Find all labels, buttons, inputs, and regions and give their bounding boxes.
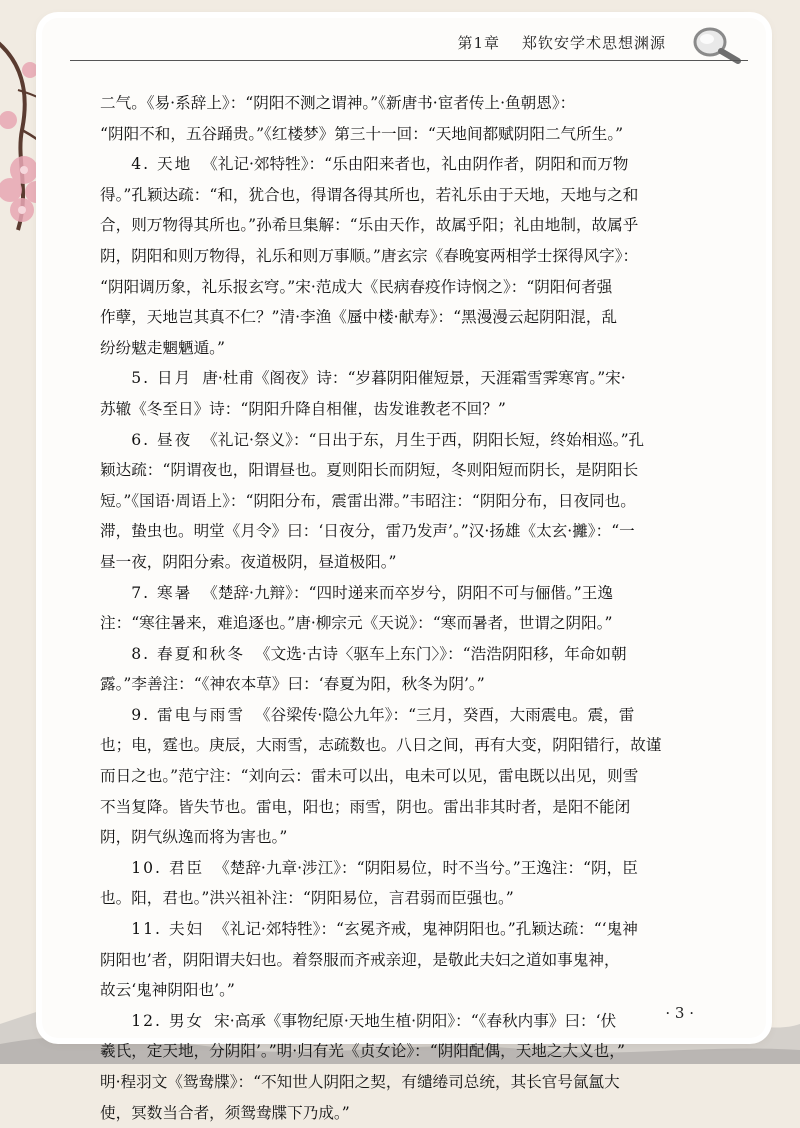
entry-text: 也。阳，君也。”洪兴祖补注：“阴阳易位，言君弱而臣强也。”	[100, 889, 514, 908]
entry-text: 使，冥数当合者，须鸳鸯牒下乃成。”	[100, 1103, 350, 1122]
body-text	[100, 88, 718, 1128]
entry-first-line	[100, 700, 718, 731]
entry-text: 阴，阴阳和则万物得，礼乐和则万事顺。”唐玄宗《春晚宴两相学士探得风字》：	[100, 246, 639, 265]
entry-text: 短。”《国语·周语上》：“阴阳分布，震雷出滞。”韦昭注：“阴阳分布，日夜同也。	[100, 491, 636, 510]
entry-term: 5. 日月	[131, 369, 193, 388]
entry-line	[100, 761, 718, 792]
entry-text: 《文选·古诗〈驱车上东门〉》：“浩浩阴阳移，年命如朝	[255, 644, 627, 663]
entry-term: 10. 君臣	[131, 858, 205, 877]
entry-line	[100, 394, 718, 425]
entry-text: 苏辙《冬至日》诗：“阴阳升降自相催，齿发谁教老不回？”	[100, 399, 506, 418]
entry-text: 得。”孔颖达疏：“和，犹合也，得谓各得其所也，若礼乐由于天地，天地与之和	[100, 185, 639, 204]
entry-line	[100, 883, 718, 914]
entry-first-line	[100, 914, 718, 945]
entry-text: 作孽，天地岂其真不仁？”清·李渔《蜃中楼·献寿》：“黑漫漫云起阴阳混，乱	[100, 308, 618, 327]
entry-term: 7. 寒暑	[131, 583, 193, 602]
entry-first-line	[100, 149, 718, 180]
entry-line	[100, 1067, 718, 1098]
entry-first-line	[100, 1006, 718, 1037]
entry-first-line	[100, 853, 718, 884]
entry-text: 《礼记·郊特牲》：“乐由阳来者也，礼由阴作者，阴阳和而万物	[202, 155, 629, 174]
entry-text: 故云‘鬼神阴阳也’。”	[100, 981, 235, 1000]
entry-text: 阴阳也’者，阴阳谓夫妇也。着祭服而齐戒亲迎，是敬此夫妇之道如事鬼神，	[100, 950, 620, 969]
entry-text: 而日之也。”范宁注：“刘向云：雷未可以出，电未可以见，雷电既以出见，则雪	[100, 767, 639, 786]
entry-first-line	[100, 363, 718, 394]
entry-line	[100, 1036, 718, 1067]
entry-first-line	[100, 578, 718, 609]
entry-line	[100, 730, 718, 761]
entry-term: 4. 天地	[131, 155, 193, 174]
entry-text: 宋·高承《事物纪原·天地生植·阴阳》：“《春秋内事》曰：‘伏	[214, 1011, 617, 1030]
entry-text: “阴阳调历象，礼乐报玄穹。”宋·范成大《民病春疫作诗悯之》：“阴阳何者强	[100, 277, 613, 296]
entry-text: 《楚辞·九辩》：“四时递来而卒岁兮，阴阳不可与俪偕。”王逸	[202, 583, 613, 602]
entry-line	[100, 333, 718, 364]
entry-text: 《谷梁传·隐公九年》：“三月，癸酉，大雨震电。震，雷	[255, 705, 635, 724]
entry-line	[100, 241, 718, 272]
entry-text: 《楚辞·九章·涉江》：“阴阳易位，时不当兮。”王逸注：“阴，臣	[214, 858, 638, 877]
entry-text: 明·程羽文《鸳鸯牒》：“不知世人阴阳之契，有缱绻司总统，其长官号氤氲大	[100, 1073, 620, 1091]
page-number: · 3 ·	[665, 1004, 694, 1022]
entry-text: 阴，阴气纵逸而将为害也。”	[100, 828, 288, 847]
entry-first-line	[100, 639, 718, 670]
entry-line	[100, 669, 718, 700]
entry-line	[100, 608, 718, 639]
entry-line	[100, 792, 718, 823]
entry-list	[100, 149, 718, 1128]
entry-text: 注：“寒往暑来，难追逐也。”唐·柳宗元《天说》：“寒而暑者，世谓之阴阳。”	[100, 614, 613, 633]
entry-line	[100, 975, 718, 1006]
entry-term: 6. 昼夜	[131, 430, 193, 449]
entry-text: 昼一夜，阴阳分索。夜道极阴，昼道极阳。”	[100, 552, 397, 571]
entry-text: 纷纷魃走魍魉遁。”	[100, 338, 225, 357]
entry-text: 颖达疏：“阴谓夜也，阳谓昼也。夏则阳长而阴短，冬则阳短而阴长，是阴阳长	[100, 461, 639, 480]
entry-term: 11. 夫妇	[131, 920, 205, 939]
entry-line	[100, 302, 718, 333]
magnifier-icon	[688, 24, 744, 64]
entry-line	[100, 547, 718, 578]
running-head	[457, 32, 666, 53]
chapter-number: 第1章	[457, 34, 500, 52]
entry-line	[100, 272, 718, 303]
entry-text: 合，则万物得其所也。”孙希旦集解：“乐由天作，故属乎阳；礼由地制，故属乎	[100, 216, 639, 235]
opening-line: 二气。《易·系辞上》：“阴阳不测之谓神。”《新唐书·宦者传上·鱼朝恩》：	[100, 94, 576, 112]
entry-text: 也；电，霆也。庚辰，大雨雪，志疏数也。八日之间，再有大变，阴阳错行，故谨	[100, 736, 662, 755]
entry-line	[100, 455, 718, 486]
entry-term: 8. 春夏和秋冬	[131, 644, 245, 663]
entry-line	[100, 516, 718, 547]
entry-term: 12. 男女	[131, 1011, 205, 1030]
entry-text: 《礼记·郊特牲》：“玄冕齐戒，鬼神阴阳也。”孔颖达疏：“‘鬼神	[214, 920, 638, 939]
entry-text: 唐·杜甫《阁夜》诗：“岁暮阴阳催短景，天涯霜雪霁寒宵。”宋·	[202, 369, 626, 388]
entry-line	[100, 486, 718, 517]
entry-line	[100, 945, 718, 976]
entry-line	[100, 1098, 718, 1128]
entry-line	[100, 210, 718, 241]
entry-text: 不当复降。皆失节也。雷电，阳也；雨雪，阴也。雷出非其时者，是阳不能闭	[100, 797, 631, 816]
book-page	[42, 18, 766, 1122]
opening-line: “阴阳不和，五谷踊贵。”《红楼梦》第三十一回：“天地间都赋阴阳二气所生。”	[100, 124, 624, 143]
entry-line	[100, 822, 718, 853]
entry-text: 《礼记·祭义》：“日出于东，月生于西，阴阳长短，终始相巡。”孔	[202, 430, 645, 449]
chapter-title: 郑钦安学术思想渊源	[521, 34, 666, 52]
entry-term: 9. 雷电与雨雪	[131, 705, 245, 724]
entry-text: 滞，蛰虫也。明堂《月令》曰：‘日夜分，雷乃发声’。”汉·扬雄《太玄·攡》：“一	[100, 522, 635, 541]
header-rule	[70, 60, 748, 61]
entry-line	[100, 180, 718, 211]
entry-text: 露。”李善注：“《神农本草》曰：‘春夏为阳，秋冬为阴’。”	[100, 675, 485, 694]
entry-text: 羲氏，定天地，分阴阳’。”明·归有光《贞女论》：“阴阳配偶，天地之大义也，”	[100, 1042, 626, 1061]
entry-first-line	[100, 425, 718, 456]
